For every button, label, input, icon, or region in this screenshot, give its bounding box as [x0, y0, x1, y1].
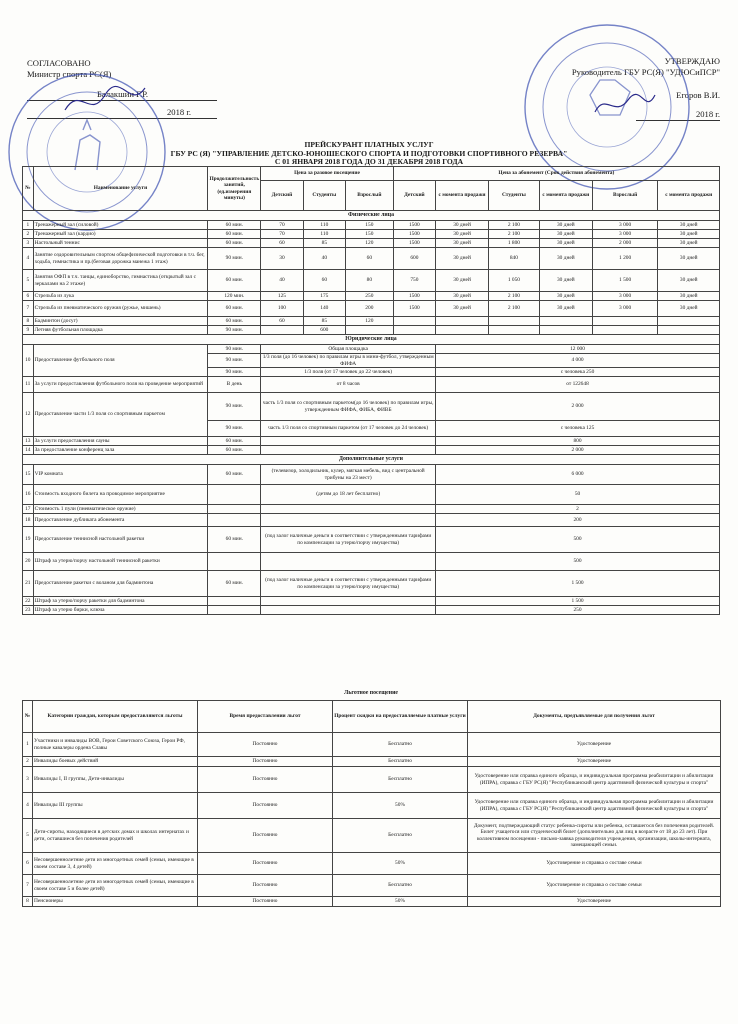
price-c: 70 [261, 221, 303, 230]
col-header-student: Студенты [303, 181, 345, 211]
price-table [22, 166, 720, 615]
row-number: 6 [23, 853, 33, 875]
price-t2: 30 дней [539, 230, 592, 239]
price: 2 [436, 505, 720, 514]
service-name: Предоставление теннисной настольной ракетки [33, 527, 208, 553]
duration: 60 мин. [208, 437, 261, 446]
price-t3: 30 дней [658, 270, 720, 292]
benefit-category: Дети-сироты, находящиеся в детских домах и школах интернатах и дети, оставшиеся без попечения родителей [33, 819, 198, 853]
price-t1: 30 дней [436, 292, 489, 301]
price-sa: 3 000 [592, 230, 658, 239]
title-line-1: ПРЕЙСКУРАНТ ПЛАТНЫХ УСЛУГ [304, 140, 434, 149]
duration [208, 553, 261, 571]
duration: 90 мин. [208, 248, 261, 270]
price: 800 [436, 437, 720, 446]
section-legal: Юридические лица [23, 335, 720, 345]
benefit-discount: Бесплатно [333, 767, 468, 793]
table-row [23, 597, 720, 606]
price-s: 140 [303, 301, 345, 317]
price-s: 110 [303, 221, 345, 230]
price: 4 000 [436, 354, 720, 368]
price-t2: 30 дней [539, 239, 592, 248]
duration [208, 514, 261, 527]
row-number: 10 [23, 345, 34, 377]
row-number: 4 [23, 793, 33, 819]
benefit-time: Постоянно [198, 733, 333, 757]
table-row [23, 527, 720, 553]
row-number: 19 [23, 527, 34, 553]
benefit-discount: 50% [333, 853, 468, 875]
section-additional: Дополнительные услуги [23, 455, 720, 465]
table-row [23, 317, 720, 326]
price: 2 000 [436, 393, 720, 421]
service-description: (под залог наличные деньги в соответствии с утвержденными тарифами по компенсации за утерю/порчу имущества) [261, 527, 436, 553]
duration: 60 мин. [208, 270, 261, 292]
price-ss: 1 050 [489, 270, 540, 292]
table-row [23, 514, 720, 527]
price: 500 [436, 553, 720, 571]
col-header-from-sale-1: с момента продажи [436, 181, 489, 211]
table-row [23, 897, 721, 907]
row-number: 15 [23, 465, 34, 485]
benefit-category: Инвалиды I, II группы, Дети-инвалиды [33, 767, 198, 793]
service-name: Штраф за утерю/порчу ракетки для бадминтона [33, 597, 208, 606]
price: 12 000 [436, 345, 720, 354]
table-row [23, 875, 721, 897]
price-t1: 30 дней [436, 270, 489, 292]
duration: 60 мин. [208, 317, 261, 326]
col-header-from-sale-2: с момента продажи [539, 181, 592, 211]
title-line-3: С 01 ЯНВАРЯ 2018 ГОДА ДО 31 ДЕКАБРЯ 2018 ГОДА [274, 157, 464, 167]
col-header-duration: Продолжительность занятий, (ед.измерения минуты) [208, 167, 261, 211]
price-c: 100 [261, 301, 303, 317]
approval-right-position: Руководитель ГБУ РС(Я) "УДЮСиПСР" [571, 67, 720, 77]
duration: 90 мин. [208, 354, 261, 368]
price-a: 200 [346, 301, 394, 317]
service-name: За предоставление конференц зала [33, 446, 208, 455]
price: 200 [436, 514, 720, 527]
service-name: Штраф за утерю/порчу настольной теннисной ракетки [33, 553, 208, 571]
duration: 60 мин. [208, 446, 261, 455]
table-row [23, 248, 720, 270]
row-number: 8 [23, 317, 34, 326]
table-row [23, 606, 720, 615]
price-a: 150 [346, 230, 394, 239]
price-t2: 30 дней [539, 292, 592, 301]
benefit-category: Несовершеннолетние дети из многодетных семей (семьи, имеющие в своем составе 5 и более детей) [33, 875, 198, 897]
price-sa: 1 500 [592, 270, 658, 292]
empty-cell [261, 446, 436, 455]
right-signature [590, 90, 660, 125]
price-c: 60 [261, 239, 303, 248]
benefit-time: Постоянно [198, 819, 333, 853]
price-t2: 30 дней [539, 301, 592, 317]
service-name: Стрельба из лука [33, 292, 208, 301]
col-header-name: Наименование услуги [33, 167, 208, 211]
service-description: часть 1/3 поля со спортивным паркетом(до 16 человек) по правилам игры, утвержденным ФИФА, ФИБА, ФИВБ [261, 393, 436, 421]
row-number: 20 [23, 553, 34, 571]
price-c: 70 [261, 230, 303, 239]
row-number: 8 [23, 897, 33, 907]
table-row [23, 819, 721, 853]
approval-left-year: 2018 г. [27, 107, 217, 119]
col-header-subscription: Цена за абонемент (Срок действия абонемента) [393, 167, 719, 181]
price-t2 [539, 326, 592, 335]
row-number: 4 [23, 248, 34, 270]
row-number: 5 [23, 270, 34, 292]
duration: 60 мин. [208, 301, 261, 317]
duration: 60 мин. [208, 221, 261, 230]
benefit-time: Постоянно [198, 767, 333, 793]
price-sc: 750 [393, 270, 435, 292]
row-number: 23 [23, 606, 34, 615]
benefit-documents: Удостоверение и справка о составе семьи [468, 875, 721, 897]
price-t1: 30 дней [436, 239, 489, 248]
price: 500 [436, 527, 720, 553]
price-s: 175 [303, 292, 345, 301]
benefit-documents: Удостоверение и справка о составе семьи [468, 853, 721, 875]
table-row [23, 505, 720, 514]
section-physical: Физические лица [23, 211, 720, 221]
duration: 90 мин. [208, 393, 261, 421]
price-ss: 840 [489, 248, 540, 270]
service-name: VIP комната [33, 465, 208, 485]
benefit-time: Постоянно [198, 757, 333, 767]
price-s: 110 [303, 230, 345, 239]
price: 1 500 [436, 571, 720, 597]
table-row [23, 239, 720, 248]
price-ss: 2 100 [489, 221, 540, 230]
price-ss [489, 326, 540, 335]
col-header-from-sale-3: с момента продажи [658, 181, 720, 211]
service-name: Тренажерный зал (силовой) [33, 221, 208, 230]
price-t2 [539, 317, 592, 326]
duration [208, 505, 261, 514]
price-t3: 30 дней [658, 239, 720, 248]
table-row [23, 345, 720, 354]
service-description: Общая площадка [261, 345, 436, 354]
price: 50 [436, 485, 720, 505]
benefit-category: Несовершеннолетние дети из многодетных семей (семьи, имеющие в своем составе 3, 4 детей) [33, 853, 198, 875]
price-t3: 30 дней [658, 221, 720, 230]
section-benefit: Льготное посещение [344, 690, 398, 696]
row-number: 22 [23, 597, 34, 606]
service-name: Занятие оздоровительным спортом общефизической подготовки в т.ч. бег, ходьба, гимнастика и пр.(беговая дорожка манежа 1 этаж) [33, 248, 208, 270]
approval-right-name: Егоров В.И. [676, 90, 720, 100]
service-description [261, 553, 436, 571]
duration: 90 мин. [208, 421, 261, 437]
price-sa: 3 000 [592, 301, 658, 317]
service-description: 1/3 поля (от 17 человек до 22 человек) [261, 368, 436, 377]
price-a: 120 [346, 317, 394, 326]
price-c: 60 [261, 317, 303, 326]
price-a: 120 [346, 239, 394, 248]
table-row [23, 757, 721, 767]
price-t1 [436, 317, 489, 326]
service-description: 1/3 поля (до 16 человек) по правилам игры в мини-футбол, утвержденным ФИФА [262, 354, 434, 367]
col-header-sub-student: Студенты [489, 181, 540, 211]
row-number: 13 [23, 437, 34, 446]
table-row [23, 393, 720, 421]
benefit-discount: Бесплатно [333, 757, 468, 767]
price-c: 40 [261, 270, 303, 292]
duration: 60 мин. [208, 571, 261, 597]
benefit-documents: Удостоверение [468, 897, 721, 907]
service-name: Занятия ОФП в т.ч. танцы, единоборство, гимнастика (открытый зал с зеркалами на 2 этаже) [33, 270, 208, 292]
table-row [23, 377, 720, 393]
row-number: 3 [23, 239, 34, 248]
document-title [0, 141, 738, 167]
table-row [23, 767, 721, 793]
price-sc: 1500 [393, 221, 435, 230]
benefit-discount: Бесплатно [333, 819, 468, 853]
price-t1: 30 дней [436, 301, 489, 317]
approval-right-year: 2018 г. [636, 109, 720, 121]
price-s: 85 [303, 239, 345, 248]
benefit-header-docs: Документы, предъявляемые для получения льгот [468, 701, 721, 733]
service-name: Стоимость 1 пули (пневматическое оружие) [33, 505, 208, 514]
table-row [23, 221, 720, 230]
price-s: 60 [303, 270, 345, 292]
price-sc: 1500 [393, 230, 435, 239]
price-sa [592, 326, 658, 335]
service-name: Предоставление футбольного поля [33, 345, 208, 377]
approval-left-heading: СОГЛАСОВАНО [27, 58, 91, 68]
left-signature [60, 80, 150, 125]
service-name: Стоимость входного билета на проводимое мероприятие [33, 485, 208, 505]
price-a: 60 [346, 248, 394, 270]
duration: 60 мин. [208, 230, 261, 239]
price-ss: 2 100 [489, 301, 540, 317]
price-sc: 1500 [393, 292, 435, 301]
col-header-single: Цена за разовое посещение [261, 167, 393, 181]
price-sc [393, 317, 435, 326]
row-number: 12 [23, 393, 34, 437]
price-sa: 1 200 [592, 248, 658, 270]
price-sc: 1500 [393, 301, 435, 317]
price-t3: 30 дней [658, 292, 720, 301]
price-t1: 30 дней [436, 221, 489, 230]
duration: 90 мин. [208, 368, 261, 377]
approval-left-name: Балакшин Г.Р. [27, 89, 217, 101]
duration: 60 мин. [208, 465, 261, 485]
service-name: Настольный теннис [33, 239, 208, 248]
benefit-category: Инвалиды III группы [33, 793, 198, 819]
col-header-sub-adult: Взрослый [592, 181, 658, 211]
row-number: 7 [23, 875, 33, 897]
col-header-sub-child: Детский [393, 181, 435, 211]
duration [208, 597, 261, 606]
row-number: 14 [23, 446, 34, 455]
service-name: Летняя футбольная площадка [33, 326, 208, 335]
price-c: 125 [261, 292, 303, 301]
price-ss: 2 100 [489, 292, 540, 301]
price-s: 600 [303, 326, 345, 335]
benefit-discount: Бесплатно [333, 875, 468, 897]
benefit-time: Постоянно [198, 897, 333, 907]
price: 250 [436, 606, 720, 615]
service-description: от 8 часов [261, 377, 436, 393]
price-sa: 3 000 [592, 221, 658, 230]
col-header-child: Детский [261, 181, 303, 211]
service-name: Предоставление дубликата абонемента [33, 514, 208, 527]
price-sc: 1500 [393, 239, 435, 248]
service-name: За услуги предоставления сауны [33, 437, 208, 446]
benefit-category: Пенсионеры [33, 897, 198, 907]
row-number: 11 [23, 377, 34, 393]
price-sc: 600 [393, 248, 435, 270]
row-number: 16 [23, 485, 34, 505]
table-row [23, 270, 720, 292]
row-number: 3 [23, 767, 33, 793]
price-s: 40 [303, 248, 345, 270]
price-sa: 3 000 [592, 292, 658, 301]
price-c [261, 326, 303, 335]
price-a: 80 [346, 270, 394, 292]
table-row [23, 553, 720, 571]
benefit-table [22, 700, 721, 907]
price-a [346, 326, 394, 335]
table-row [23, 292, 720, 301]
price-t1: 30 дней [436, 230, 489, 239]
duration: 90 мин. [208, 345, 261, 354]
service-name: Штраф за утерю бирки, ключа [33, 606, 208, 615]
table-row [23, 853, 721, 875]
service-description: (под залог наличные деньги в соответствии с утвержденными тарифами по компенсации за утерю/порчу имущества) [261, 571, 436, 597]
row-number: 6 [23, 292, 34, 301]
service-description: (телевизор, холодильник, кулер, мягкая мебель, вид с центральной трибуны на 23 мест) [261, 465, 436, 485]
price-t2: 30 дней [539, 248, 592, 270]
table-row [23, 446, 720, 455]
service-description [261, 514, 436, 527]
price: с человека 125 [436, 421, 720, 437]
service-name: Стрельба из пневматического оружия (ружье, мишень) [33, 301, 208, 317]
approval-right-heading: УТВЕРЖДАЮ [664, 56, 720, 66]
table-row [23, 465, 720, 485]
row-number: 18 [23, 514, 34, 527]
price: 1 500 [436, 597, 720, 606]
price-sa: 2 000 [592, 239, 658, 248]
empty-cell [261, 437, 436, 446]
price-t3: 30 дней [658, 248, 720, 270]
benefit-documents: Удостоверение [468, 733, 721, 757]
benefit-time: Постоянно [198, 793, 333, 819]
benefit-header-category: Категории граждан, которым предоставляются льготы [33, 701, 198, 733]
benefit-time: Постоянно [198, 853, 333, 875]
row-number: 2 [23, 757, 33, 767]
price-t3 [658, 317, 720, 326]
price-t2: 30 дней [539, 221, 592, 230]
col-header-adult: Взрослый [346, 181, 394, 211]
table-row [23, 733, 721, 757]
price-t2: 30 дней [539, 270, 592, 292]
price: 2 000 [436, 446, 720, 455]
service-description: часть 1/3 поля со спортивным паркетом (от 17 человек до 24 человек) [261, 421, 436, 437]
duration: 90 мин. [208, 326, 261, 335]
table-row [23, 793, 721, 819]
service-name: Тренажерный зал (кардио) [33, 230, 208, 239]
price-sa [592, 317, 658, 326]
price-t3: 30 дней [658, 301, 720, 317]
price-ss: 1 800 [489, 239, 540, 248]
row-number: 5 [23, 819, 33, 853]
service-name: Бадминтон (досуг) [33, 317, 208, 326]
benefit-discount: 50% [333, 897, 468, 907]
table-row [23, 230, 720, 239]
benefit-documents: Удостоверение [468, 757, 721, 767]
service-name: Предоставление части 1/3 поля со спортивным паркетом [33, 393, 208, 437]
price-a: 250 [346, 292, 394, 301]
price-t3: 30 дней [658, 230, 720, 239]
price-t1: 30 дней [436, 248, 489, 270]
service-description [261, 597, 436, 606]
price-a: 150 [346, 221, 394, 230]
table-row [23, 437, 720, 446]
price-ss: 2 100 [489, 230, 540, 239]
duration: В день [208, 377, 261, 393]
row-number: 21 [23, 571, 34, 597]
benefit-header-time: Время предоставлении льгот [198, 701, 333, 733]
price-ss [489, 317, 540, 326]
price-t1 [436, 326, 489, 335]
duration [208, 485, 261, 505]
benefit-documents: Удостоверение или справка единого образца, и индивидуальная программа реабилитации и абилитации (ИПРА), справка с ГБУ РС(Я) "Республиканский центр адаптивной физической культуры и спорта" [468, 793, 721, 819]
benefit-time: Постоянно [198, 875, 333, 897]
approval-left-position: Министр спорта РС(Я) [27, 69, 112, 79]
price-sc [393, 326, 435, 335]
benefit-category: Инвалиды боевых действий [33, 757, 198, 767]
price-c: 30 [261, 248, 303, 270]
price: с человека 250 [436, 368, 720, 377]
col-header-num: № [23, 167, 34, 211]
benefit-documents: Удостоверение или справка единого образца, и индивидуальная программа реабилитации и абилитации (ИПРА), справка с ГБУ РС(Я) "Республиканский центр адаптивной физической культуры и спорта" [468, 767, 721, 793]
table-row [23, 301, 720, 317]
service-description: (детям до 18 лет бесплатно) [261, 485, 436, 505]
price-t3 [658, 326, 720, 335]
duration: 120 мин. [208, 292, 261, 301]
row-number: 1 [23, 221, 34, 230]
price: от 122648 [436, 377, 720, 393]
table-row [23, 326, 720, 335]
service-description [261, 505, 436, 514]
row-number: 2 [23, 230, 34, 239]
row-number: 7 [23, 301, 34, 317]
row-number: 17 [23, 505, 34, 514]
benefit-discount: 50% [333, 793, 468, 819]
duration [208, 606, 261, 615]
duration: 60 мин. [208, 527, 261, 553]
benefit-documents: Документ, подтверждающий статус ребенка-сироты или ребенка, оставшегося без попечения родителей. Билет учащегося или студенческий билет (дополнительно для лиц в возрасте от 18 до 23 лет). При коллективном посещении - письмо-заявка руководителя учреждения, организации, школы-интерната, замещающей семьи. [468, 819, 721, 853]
row-number: 9 [23, 326, 34, 335]
price: 6 000 [436, 465, 720, 485]
table-row [23, 485, 720, 505]
row-number: 1 [23, 733, 33, 757]
benefit-header-discount: Процент скидки на предоставляемые платные услуги [333, 701, 468, 733]
benefit-category: Участники и инвалиды ВОВ, Герои Советского Союза, Герои РФ, полные кавалеры ордена Славы [33, 733, 198, 757]
service-name: Предоставление ракетки с воланом для бадминтона [33, 571, 208, 597]
service-name: За услуги предоставления футбольного поля на проведение мероприятий [33, 377, 208, 393]
price-s: 85 [303, 317, 345, 326]
table-row [23, 571, 720, 597]
benefit-header-num: № [23, 701, 33, 733]
title-line-2: ГБУ РС (Я) "УПРАВЛЕНИЕ ДЕТСКО-ЮНОШЕСКОГО СПОРТА И ПОДГОТОВКИ СПОРТИВНОГО РЕЗЕРВА" [170, 148, 568, 158]
duration: 60 мин. [208, 239, 261, 248]
benefit-discount: Бесплатно [333, 733, 468, 757]
service-description [261, 606, 436, 615]
